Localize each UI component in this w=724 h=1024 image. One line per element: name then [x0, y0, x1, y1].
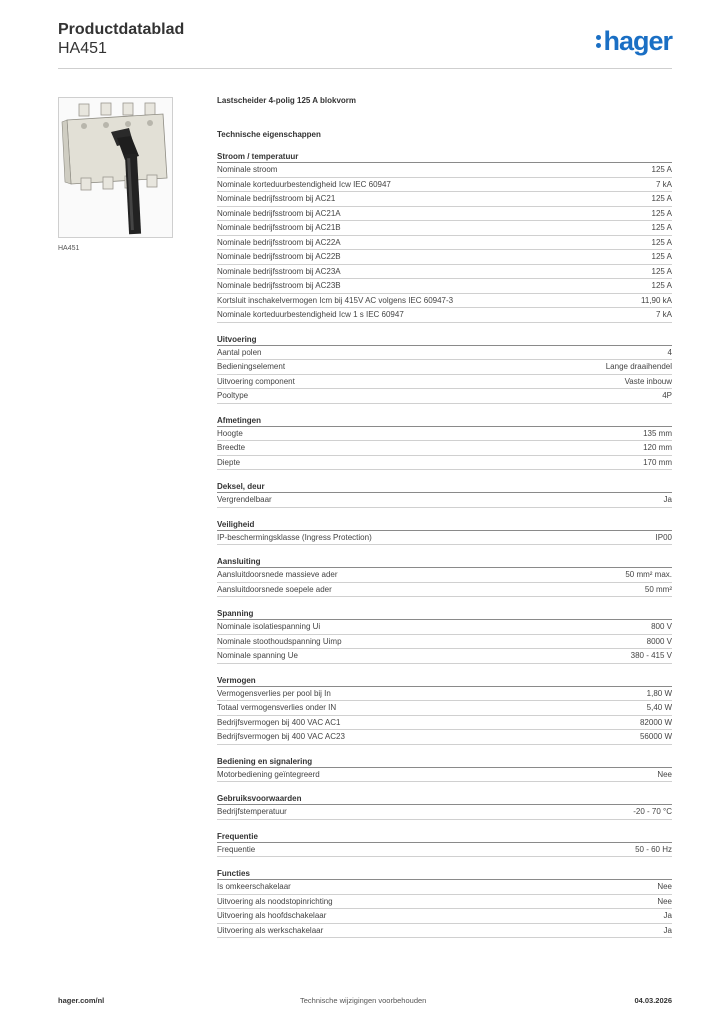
- spec-section: [217, 869, 672, 938]
- spec-row: [217, 531, 672, 546]
- spec-row: [217, 493, 672, 508]
- spec-row: [217, 895, 672, 910]
- spec-label: Nominale bedrijfsstroom bij AC22A: [217, 237, 341, 247]
- section-title: Gebruiksvoorwaarden: [217, 794, 672, 805]
- spec-row: [217, 360, 672, 375]
- spec-value: 50 mm² max.: [625, 570, 672, 580]
- spec-value: 125 A: [651, 252, 672, 262]
- spec-label: Vergrendelbaar: [217, 495, 272, 505]
- spec-value: 125 A: [651, 266, 672, 276]
- spec-row: [217, 279, 672, 294]
- spec-value: 4P: [662, 391, 672, 401]
- spec-value: 380 - 415 V: [630, 651, 672, 661]
- spec-value: 4: [667, 347, 672, 357]
- spec-section: [217, 152, 672, 323]
- spec-value: 50 mm²: [644, 584, 672, 594]
- spec-value: 800 V: [651, 622, 672, 632]
- footer-date: 04.03.2026: [634, 996, 672, 1005]
- spec-row: [217, 687, 672, 702]
- spec-label: Totaal vermogensverlies onder IN: [217, 703, 337, 713]
- spec-section: [217, 609, 672, 664]
- section-title: Uitvoering: [217, 335, 672, 346]
- product-image: [58, 97, 173, 238]
- spec-value: 8000 V: [646, 636, 672, 646]
- spec-value: Ja: [663, 911, 672, 921]
- spec-value: Ja: [663, 925, 672, 935]
- section-title: Frequentie: [217, 832, 672, 843]
- spec-row: [217, 730, 672, 745]
- technical-properties-title: Technische eigenschappen: [217, 130, 321, 139]
- footer-disclaimer: Technische wijzigingen voorbehouden: [300, 996, 427, 1005]
- spec-row: [217, 207, 672, 222]
- spec-label: Vermogensverlies per pool bij In: [217, 688, 331, 698]
- spec-label: Hoogte: [217, 428, 243, 438]
- spec-row: [217, 805, 672, 820]
- section-title: Vermogen: [217, 676, 672, 687]
- spec-label: Uitvoering als noodstopinrichting: [217, 896, 333, 906]
- spec-value: 1,80 W: [646, 688, 672, 698]
- spec-row: [217, 649, 672, 664]
- spec-row: [217, 635, 672, 650]
- spec-row: [217, 583, 672, 598]
- spec-label: Bedrijfstemperatuur: [217, 807, 287, 817]
- spec-value: 7 kA: [655, 310, 672, 320]
- spec-value: -20 - 70 °C: [633, 807, 672, 817]
- spec-row: [217, 716, 672, 731]
- spec-section: [217, 757, 672, 783]
- spec-label: Breedte: [217, 443, 246, 453]
- spec-sections: [217, 152, 672, 938]
- spec-row: [217, 568, 672, 583]
- product-description: Lastscheider 4-polig 125 A blokvorm: [217, 96, 357, 105]
- header-divider: [58, 68, 672, 69]
- spec-value: 125 A: [651, 165, 672, 175]
- spec-value: 125 A: [651, 223, 672, 233]
- spec-row: [217, 346, 672, 361]
- spec-label: Aantal polen: [217, 347, 262, 357]
- spec-row: [217, 843, 672, 858]
- spec-value: 82000 W: [639, 717, 672, 727]
- section-title: Aansluiting: [217, 557, 672, 568]
- spec-value: 125 A: [651, 194, 672, 204]
- spec-label: Frequentie: [217, 844, 256, 854]
- spec-value: Ja: [663, 495, 672, 505]
- spec-row: [217, 265, 672, 280]
- section-title: Bediening en signalering: [217, 757, 672, 768]
- spec-value: Vaste inbouw: [624, 376, 672, 386]
- spec-label: Nominale bedrijfsstroom bij AC21A: [217, 208, 341, 218]
- spec-value: Lange draaihendel: [605, 362, 672, 372]
- spec-value: 50 - 60 Hz: [635, 844, 672, 854]
- spec-label: Bedieningselement: [217, 362, 286, 372]
- spec-label: Is omkeerschakelaar: [217, 882, 291, 892]
- spec-row: [217, 163, 672, 178]
- spec-row: [217, 620, 672, 635]
- spec-row: [217, 768, 672, 783]
- spec-label: Nominale bedrijfsstroom bij AC22B: [217, 252, 341, 262]
- page-header: [58, 20, 672, 70]
- spec-section: [217, 794, 672, 820]
- logo-dots-icon: [596, 31, 601, 51]
- spec-value: 125 A: [651, 208, 672, 218]
- spec-value: Nee: [657, 882, 672, 892]
- spec-row: [217, 389, 672, 404]
- spec-value: 120 mm: [643, 443, 672, 453]
- section-title: Veiligheid: [217, 520, 672, 531]
- spec-label: Aansluitdoorsnede soepele ader: [217, 584, 332, 594]
- spec-row: [217, 456, 672, 471]
- spec-row: [217, 178, 672, 193]
- spec-row: [217, 924, 672, 939]
- spec-label: Nominale spanning Ue: [217, 651, 298, 661]
- spec-row: [217, 221, 672, 236]
- spec-row: [217, 236, 672, 251]
- spec-row: [217, 294, 672, 309]
- spec-label: Diepte: [217, 457, 241, 467]
- spec-label: Nominale bedrijfsstroom bij AC23B: [217, 281, 341, 291]
- spec-label: Nominale bedrijfsstroom bij AC23A: [217, 266, 341, 276]
- spec-value: 125 A: [651, 281, 672, 291]
- spec-value: 7 kA: [655, 179, 672, 189]
- spec-label: Uitvoering component: [217, 376, 295, 386]
- spec-label: Nominale stroom: [217, 165, 278, 175]
- spec-label: Motorbediening geïntegreerd: [217, 769, 320, 779]
- spec-label: Nominale bedrijfsstroom bij AC21B: [217, 223, 341, 233]
- spec-label: Nominale korteduurbestendigheid Icw IEC 60947: [217, 179, 391, 189]
- spec-row: [217, 909, 672, 924]
- section-title: Functies: [217, 869, 672, 880]
- spec-row: [217, 701, 672, 716]
- footer-website-link[interactable]: hager.com/nl: [58, 996, 105, 1005]
- spec-section: [217, 482, 672, 508]
- section-title: Spanning: [217, 609, 672, 620]
- logo-text: hager: [603, 26, 672, 56]
- spec-section: [217, 520, 672, 546]
- spec-value: 11,90 kA: [641, 295, 672, 305]
- spec-value: 125 A: [651, 237, 672, 247]
- spec-label: Kortsluit inschakelvermogen Icm bij 415V AC volgens IEC 60947-3: [217, 295, 454, 305]
- spec-label: Aansluitdoorsnede massieve ader: [217, 570, 338, 580]
- spec-section: [217, 557, 672, 597]
- spec-label: IP-beschermingsklasse (Ingress Protection): [217, 532, 372, 542]
- spec-row: [217, 375, 672, 390]
- document-title: Productdatablad: [58, 21, 185, 38]
- spec-row: [217, 192, 672, 207]
- spec-section: [217, 832, 672, 858]
- spec-section: [217, 416, 672, 471]
- spec-label: Nominale isolatiespanning Ui: [217, 622, 321, 632]
- spec-row: [217, 441, 672, 456]
- spec-label: Uitvoering als werkschakelaar: [217, 925, 324, 935]
- spec-label: Nominale korteduurbestendigheid Icw 1 s IEC 60947: [217, 310, 404, 320]
- spec-value: 135 mm: [643, 428, 672, 438]
- spec-value: 56000 W: [639, 732, 672, 742]
- spec-label: Uitvoering als hoofdschakelaar: [217, 911, 327, 921]
- spec-section: [217, 335, 672, 404]
- spec-value: 5,40 W: [646, 703, 672, 713]
- image-caption: HA451: [58, 245, 80, 252]
- spec-label: Pooltype: [217, 391, 249, 401]
- product-specifications: [217, 96, 672, 938]
- hager-logo[interactable]: [596, 26, 672, 56]
- spec-value: IP00: [655, 532, 672, 542]
- switch-disconnector-illustration: [59, 98, 172, 237]
- section-title: Stroom / temperatuur: [217, 152, 672, 163]
- spec-row: [217, 427, 672, 442]
- spec-label: Bedrijfsvermogen bij 400 VAC AC23: [217, 732, 345, 742]
- spec-row: [217, 880, 672, 895]
- product-code: HA451: [58, 40, 107, 57]
- spec-value: Nee: [657, 769, 672, 779]
- spec-value: 170 mm: [643, 457, 672, 467]
- spec-row: [217, 308, 672, 323]
- spec-label: Bedrijfsvermogen bij 400 VAC AC1: [217, 717, 341, 727]
- spec-value: Nee: [657, 896, 672, 906]
- spec-label: Nominale stoothoudspanning Uimp: [217, 636, 342, 646]
- spec-label: Nominale bedrijfsstroom bij AC21: [217, 194, 336, 204]
- section-title: Deksel, deur: [217, 482, 672, 493]
- spec-section: [217, 676, 672, 745]
- spec-row: [217, 250, 672, 265]
- section-title: Afmetingen: [217, 416, 672, 427]
